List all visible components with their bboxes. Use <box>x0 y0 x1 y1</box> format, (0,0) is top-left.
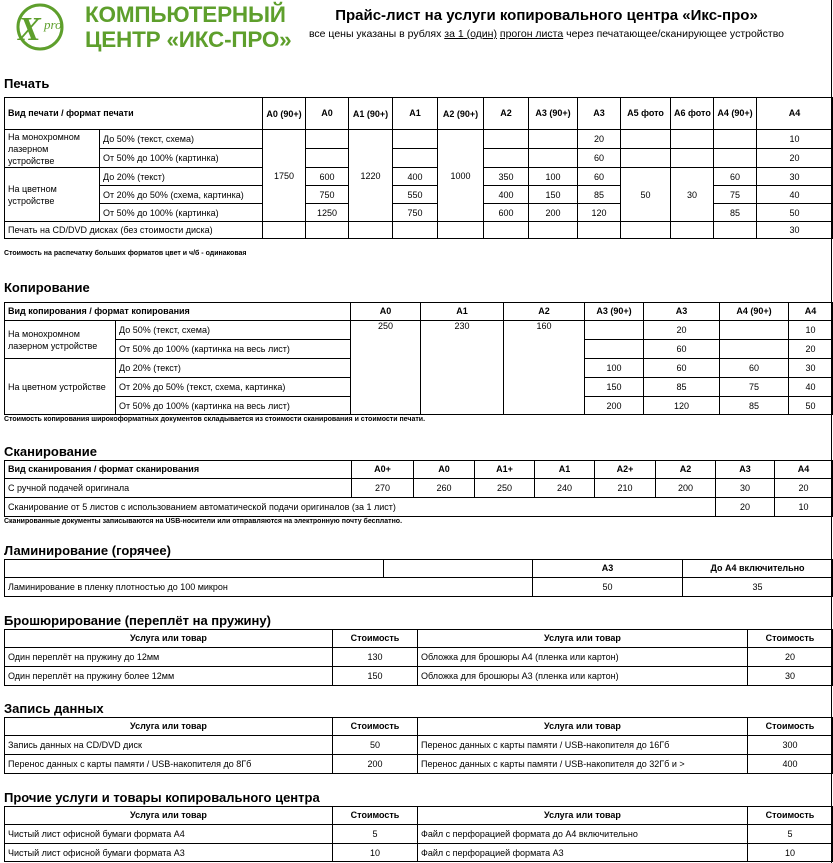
section-title-scan: Сканирование <box>4 444 97 459</box>
print-a4-90-value: 75 <box>714 186 757 204</box>
print-head-type: Вид печати / формат печати <box>5 98 263 130</box>
table-row <box>5 498 833 517</box>
lamination-header-row <box>5 560 833 578</box>
empty-cell <box>438 222 484 239</box>
other-head-service: Услуга или товар <box>5 807 333 825</box>
scan-row-label: Сканирование от 5 листов с использованием автоматической подачи оригиналов (за 1 лист) <box>5 498 716 517</box>
scan-head-type: Вид сканирования / формат сканирования <box>5 461 352 479</box>
data-service: Перенос данных с карты памяти / USB-накопителя до 32Гб и > <box>418 755 748 774</box>
copy-row-label: От 50% до 100% (картинка на весь лист) <box>116 397 351 415</box>
scan-value: 260 <box>414 479 475 498</box>
copy-color-label: На цветном устройстве <box>5 359 116 415</box>
copy-row-label: До 20% (текст) <box>116 359 351 378</box>
scan-row-label: С ручной подачей оригинала <box>5 479 352 498</box>
copy-a4-value: 40 <box>789 378 833 397</box>
binding-header-row <box>5 630 833 648</box>
page-title: Прайс-лист на услуги копировального центра «Икс-про» <box>335 7 758 24</box>
print-note: Стоимость на распечатку больших форматов цвет и ч/б - одинаковая <box>4 250 247 257</box>
print-row-label: От 50% до 100% (картинка) <box>100 149 263 168</box>
print-a1-value: 550 <box>393 186 438 204</box>
scan-head-a1: А1 <box>535 461 595 479</box>
print-head-a1-90: А1 (90+) <box>349 98 393 130</box>
table-row <box>5 755 833 774</box>
bind-cost: 30 <box>748 667 833 686</box>
scan-head-a0: А0 <box>414 461 475 479</box>
print-head-a1: А1 <box>393 98 438 130</box>
lam-a3-value: 50 <box>533 578 683 597</box>
copy-head-a0: А0 <box>351 303 421 321</box>
scan-head-a4: А4 <box>775 461 833 479</box>
subtitle-text-3: через печатающее/сканирующее устройство <box>563 28 785 40</box>
copy-header-row <box>5 303 833 321</box>
copy-head-a4-90: А4 (90+) <box>720 303 789 321</box>
scan-table <box>4 460 833 517</box>
data-cost: 50 <box>333 736 418 755</box>
table-row <box>5 222 833 239</box>
lam-head-a3: А3 <box>533 560 683 578</box>
print-a6-photo-value <box>671 149 714 168</box>
table-row <box>5 844 833 862</box>
copy-a4-value: 20 <box>789 340 833 359</box>
print-head-a3-90: А3 (90+) <box>529 98 578 130</box>
copy-a3-value: 60 <box>644 359 720 378</box>
copy-a4-90-value <box>720 321 789 340</box>
logo-line-1: КОМПЬЮТЕРНЫЙ <box>85 2 286 27</box>
other-service: Чистый лист офисной бумаги формата А3 <box>5 844 333 862</box>
print-a4-value: 20 <box>757 149 833 168</box>
bind-cost: 130 <box>333 648 418 667</box>
print-a0-value: 1250 <box>306 204 349 222</box>
table-row <box>5 667 833 686</box>
data-cost: 200 <box>333 755 418 774</box>
scan-value: 20 <box>775 479 833 498</box>
section-title-data: Запись данных <box>4 701 104 716</box>
scan-value: 20 <box>716 498 775 517</box>
empty-cell <box>671 222 714 239</box>
table-row <box>5 168 833 186</box>
copy-a3-value: 85 <box>644 378 720 397</box>
scan-head-a2plus: А2+ <box>595 461 656 479</box>
other-table <box>4 806 833 862</box>
data-cost: 300 <box>748 736 833 755</box>
print-head-a3: А3 <box>578 98 621 130</box>
scan-value: 270 <box>352 479 414 498</box>
section-title-print: Печать <box>4 76 50 91</box>
copy-row-label: До 50% (текст, схема) <box>116 321 351 340</box>
print-a1-value: 400 <box>393 168 438 186</box>
empty-cell <box>484 222 529 239</box>
copy-head-type: Вид копирования / формат копирования <box>5 303 351 321</box>
print-a2-value <box>484 149 529 168</box>
other-head-cost: Стоимость <box>333 807 418 825</box>
copy-note: Стоимость копирования широкоформатных документов складывается из стоимости сканирования и стоимости печати. <box>4 416 426 423</box>
print-a5-photo-value: 50 <box>621 168 671 222</box>
print-a2-90-value: 1000 <box>438 130 484 222</box>
empty-cell <box>393 222 438 239</box>
table-row <box>5 648 833 667</box>
page-subtitle <box>260 28 833 40</box>
print-a2-value: 400 <box>484 186 529 204</box>
copy-row-label: От 20% до 50% (текст, схема, картинка) <box>116 378 351 397</box>
copy-a3-value: 60 <box>644 340 720 359</box>
copy-a4-90-value: 85 <box>720 397 789 415</box>
bind-service: Обложка для брошюры А4 (пленка или картон) <box>418 648 748 667</box>
table-row <box>5 321 833 340</box>
copy-a3-90-value: 200 <box>585 397 644 415</box>
xpro-logo-icon <box>4 2 80 52</box>
print-a2-value <box>484 130 529 149</box>
print-a3-90-value: 150 <box>529 186 578 204</box>
copy-a2-value: 160 <box>504 321 585 415</box>
copy-a4-90-value <box>720 340 789 359</box>
other-head-cost: Стоимость <box>748 807 833 825</box>
print-head-a4-90: А4 (90+) <box>714 98 757 130</box>
lamination-table <box>4 559 833 597</box>
section-title-copy: Копирование <box>4 280 90 295</box>
empty-cell <box>384 560 533 578</box>
bind-head-service: Услуга или товар <box>418 630 748 648</box>
subtitle-text-1: все цены указаны в рублях <box>308 28 445 40</box>
other-service: Чистый лист офисной бумаги формата А4 <box>5 825 333 844</box>
data-cost: 400 <box>748 755 833 774</box>
table-row <box>5 736 833 755</box>
copy-table <box>4 302 833 415</box>
copy-head-a4: А4 <box>789 303 833 321</box>
print-a4-value: 30 <box>757 168 833 186</box>
print-head-a6-photo: А6 фото <box>671 98 714 130</box>
print-a5-photo-value <box>621 130 671 149</box>
print-head-a0-90: А0 (90+) <box>263 98 306 130</box>
lam-a4-value: 35 <box>683 578 833 597</box>
data-table <box>4 717 833 774</box>
data-service: Перенос данных с карты памяти / USB-накопителя до 8Гб <box>5 755 333 774</box>
bind-service: Один переплёт на пружину до 12мм <box>5 648 333 667</box>
copy-a4-90-value: 60 <box>720 359 789 378</box>
print-a1-value <box>393 130 438 149</box>
company-logo <box>1 0 292 54</box>
print-row-label: От 50% до 100% (картинка) <box>100 204 263 222</box>
print-a0-value: 600 <box>306 168 349 186</box>
other-cost: 10 <box>748 844 833 862</box>
print-a0-value: 750 <box>306 186 349 204</box>
section-title-other: Прочие услуги и товары копировального центра <box>4 790 320 805</box>
print-a0-value <box>306 130 349 149</box>
table-row <box>5 130 833 149</box>
data-header-row <box>5 718 833 736</box>
print-a4-value: 10 <box>757 130 833 149</box>
print-a0-value <box>306 149 349 168</box>
scan-note: Сканированные документы записываются на USB-носители или отправляются на электронную почту бесплатно. <box>4 518 403 525</box>
table-row <box>5 149 833 168</box>
print-header-row <box>5 98 833 130</box>
bind-head-service: Услуга или товар <box>5 630 333 648</box>
copy-head-a3: А3 <box>644 303 720 321</box>
data-head-service: Услуга или товар <box>5 718 333 736</box>
copy-a4-value: 50 <box>789 397 833 415</box>
scan-header-row <box>5 461 833 479</box>
print-a0-90-value: 1750 <box>263 130 306 222</box>
subtitle-underline-1: за 1 (один) <box>444 28 497 40</box>
print-cd-label: Печать на CD/DVD дисках (без стоимости диска) <box>5 222 263 239</box>
print-a2-value: 350 <box>484 168 529 186</box>
copy-a3-value: 20 <box>644 321 720 340</box>
print-row-label: До 50% (текст, схема) <box>100 130 263 149</box>
other-header-row <box>5 807 833 825</box>
copy-a4-value: 30 <box>789 359 833 378</box>
scan-value: 240 <box>535 479 595 498</box>
copy-head-a3-90: А3 (90+) <box>585 303 644 321</box>
scan-value: 10 <box>775 498 833 517</box>
copy-a0-value: 250 <box>351 321 421 415</box>
print-a2-value: 600 <box>484 204 529 222</box>
copy-a3-90-value <box>585 340 644 359</box>
print-a3-90-value: 100 <box>529 168 578 186</box>
copy-a3-value: 120 <box>644 397 720 415</box>
print-a3-value: 120 <box>578 204 621 222</box>
print-a3-value: 20 <box>578 130 621 149</box>
copy-head-a1: А1 <box>421 303 504 321</box>
print-a3-value: 60 <box>578 168 621 186</box>
print-a1-value <box>393 149 438 168</box>
copy-a3-90-value: 150 <box>585 378 644 397</box>
empty-cell <box>263 222 306 239</box>
print-a4-value: 50 <box>757 204 833 222</box>
scan-value: 200 <box>656 479 716 498</box>
logo-mark-suffix: pro <box>44 17 62 32</box>
bind-cost: 20 <box>748 648 833 667</box>
data-head-service: Услуга или товар <box>418 718 748 736</box>
data-service: Перенос данных с карты памяти / USB-накопителя до 16Гб <box>418 736 748 755</box>
print-color-label: На цветном устройстве <box>5 168 100 222</box>
empty-cell <box>714 222 757 239</box>
scan-value: 250 <box>475 479 535 498</box>
print-a4-90-value: 85 <box>714 204 757 222</box>
print-a6-photo-value: 30 <box>671 168 714 222</box>
print-cd-a4-value: 30 <box>757 222 833 239</box>
empty-cell <box>5 560 384 578</box>
print-row-label: От 20% до 50% (схема, картинка) <box>100 186 263 204</box>
copy-head-a2: А2 <box>504 303 585 321</box>
other-head-service: Услуга или товар <box>418 807 748 825</box>
copy-a1-value: 230 <box>421 321 504 415</box>
print-a4-value: 40 <box>757 186 833 204</box>
empty-cell <box>349 222 393 239</box>
binding-table <box>4 629 833 686</box>
other-cost: 5 <box>748 825 833 844</box>
print-a1-value: 750 <box>393 204 438 222</box>
section-title-lamination: Ламинирование (горячее) <box>4 543 171 558</box>
print-head-a2-90: А2 (90+) <box>438 98 484 130</box>
data-head-cost: Стоимость <box>748 718 833 736</box>
print-head-a5-photo: А5 фото <box>621 98 671 130</box>
scan-head-a0plus: А0+ <box>352 461 414 479</box>
print-a1-90-value: 1220 <box>349 130 393 222</box>
other-service: Файл с перфорацией формата А3 <box>418 844 748 862</box>
data-head-cost: Стоимость <box>333 718 418 736</box>
scan-head-a3: А3 <box>716 461 775 479</box>
scan-value: 210 <box>595 479 656 498</box>
other-service: Файл с перфорацией формата до А4 включительно <box>418 825 748 844</box>
empty-cell <box>529 222 578 239</box>
print-a4-90-value <box>714 149 757 168</box>
copy-a4-value: 10 <box>789 321 833 340</box>
data-service: Запись данных на CD/DVD диск <box>5 736 333 755</box>
other-cost: 10 <box>333 844 418 862</box>
empty-cell <box>578 222 621 239</box>
bind-head-cost: Стоимость <box>333 630 418 648</box>
empty-cell <box>306 222 349 239</box>
print-head-a2: А2 <box>484 98 529 130</box>
print-a3-90-value <box>529 149 578 168</box>
print-a5-photo-value <box>621 149 671 168</box>
print-a6-photo-value <box>671 130 714 149</box>
other-cost: 5 <box>333 825 418 844</box>
lam-head-a4: До А4 включительно <box>683 560 833 578</box>
print-a3-90-value <box>529 130 578 149</box>
print-table <box>4 97 833 239</box>
bind-head-cost: Стоимость <box>748 630 833 648</box>
table-row <box>5 578 833 597</box>
subtitle-underline-2: прогон листа <box>499 28 564 40</box>
print-a3-90-value: 200 <box>529 204 578 222</box>
table-row <box>5 479 833 498</box>
copy-a3-90-value <box>585 321 644 340</box>
section-title-binding: Брошюрирование (переплёт на пружину) <box>4 613 271 628</box>
print-a3-value: 85 <box>578 186 621 204</box>
copy-mono-label: На монохромном лазерном устройстве <box>5 321 116 359</box>
logo-mark-letter: X <box>18 11 41 48</box>
print-row-label: До 20% (текст) <box>100 168 263 186</box>
empty-cell <box>621 222 671 239</box>
bind-cost: 150 <box>333 667 418 686</box>
copy-a3-90-value: 100 <box>585 359 644 378</box>
bind-service: Один переплёт на пружину более 12мм <box>5 667 333 686</box>
table-row <box>5 825 833 844</box>
print-mono-label: На монохромном лазерном устройстве <box>5 130 100 168</box>
scan-value: 30 <box>716 479 775 498</box>
scan-head-a2: А2 <box>656 461 716 479</box>
print-a3-value: 60 <box>578 149 621 168</box>
copy-a4-90-value: 75 <box>720 378 789 397</box>
logo-line-2: ЦЕНТР «ИКС-ПРО» <box>85 27 292 52</box>
bind-service: Обложка для брошюры А3 (пленка или картон) <box>418 667 748 686</box>
scan-head-a1plus: А1+ <box>475 461 535 479</box>
print-a4-90-value <box>714 130 757 149</box>
print-head-a4: А4 <box>757 98 833 130</box>
print-a4-90-value: 60 <box>714 168 757 186</box>
lam-row-label: Ламинирование в пленку плотностью до 100 микрон <box>5 578 533 597</box>
print-head-a0: А0 <box>306 98 349 130</box>
copy-row-label: От 50% до 100% (картинка на весь лист) <box>116 340 351 359</box>
